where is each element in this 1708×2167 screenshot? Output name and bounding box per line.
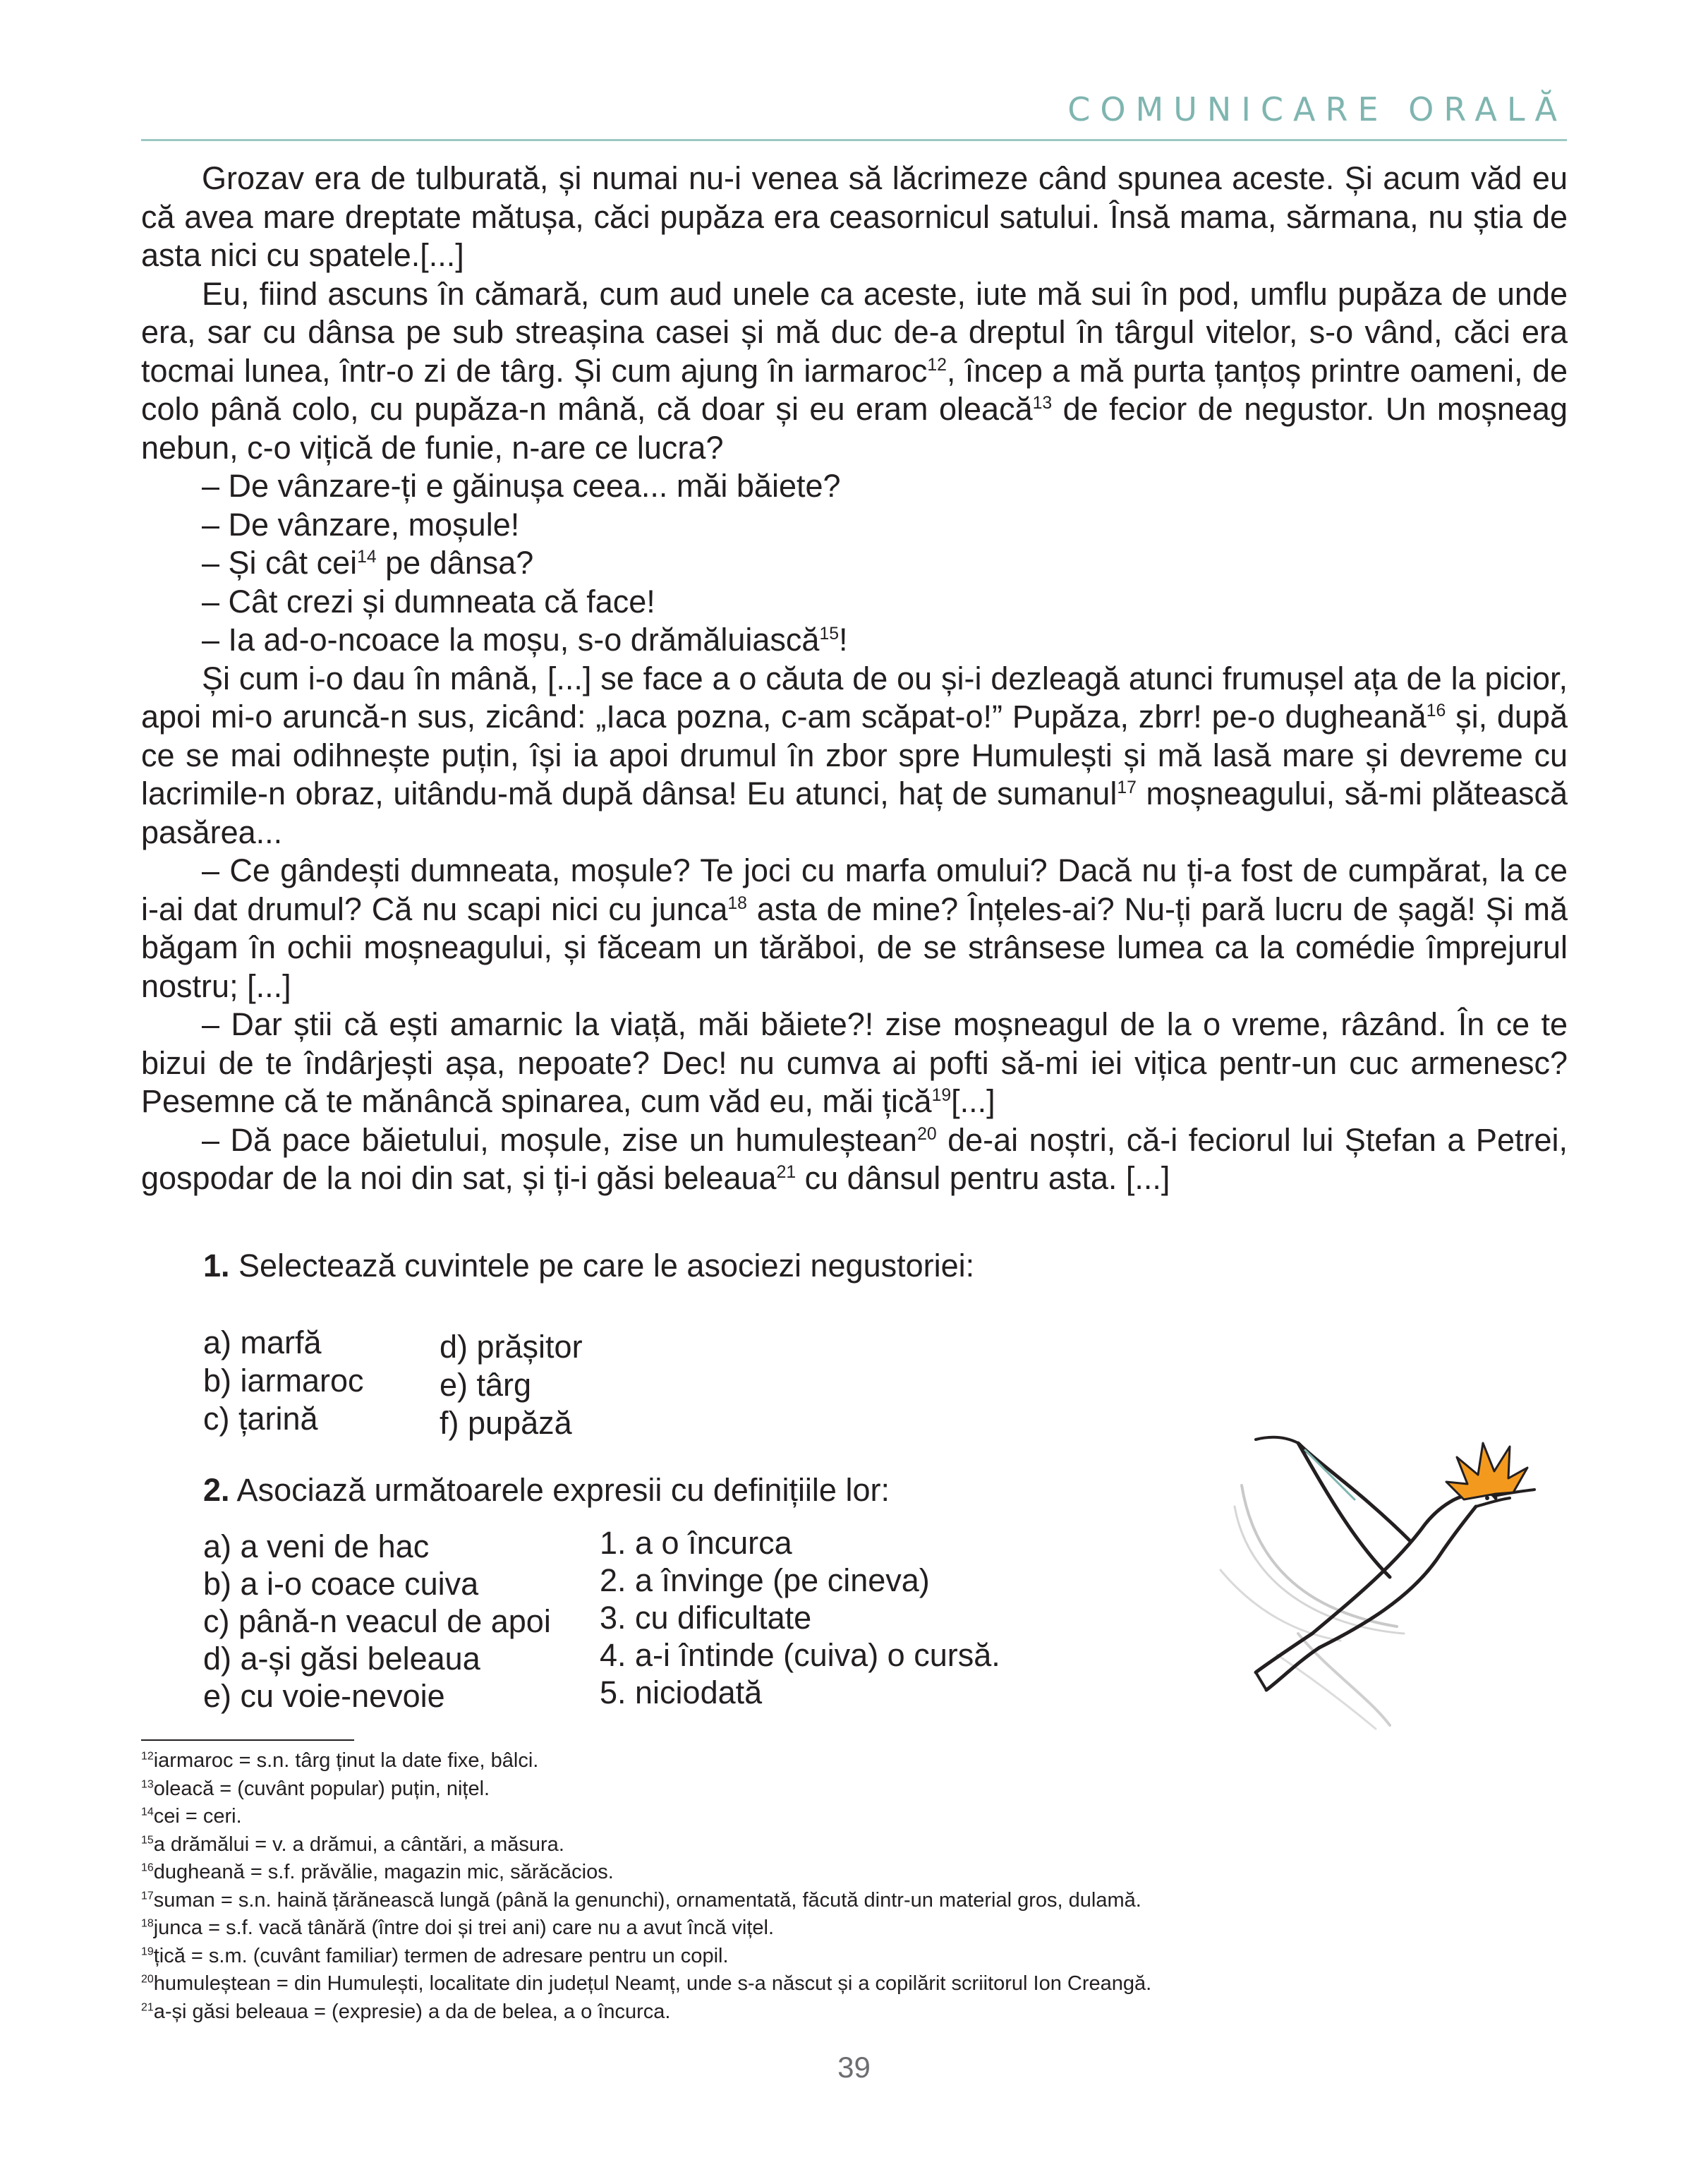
footnote-number: 17 (141, 1889, 154, 1902)
definition-item[interactable]: 2. a învinge (pe cineva) (600, 1562, 930, 1598)
footnote-number: 12 (141, 1750, 154, 1763)
footnote-ref: 19 (931, 1086, 952, 1105)
footnote-number: 13 (141, 1777, 154, 1790)
paragraph-text: moșneagului, să-mi plătească pasărea... (141, 775, 1568, 850)
story-paragraph (141, 852, 1568, 1006)
footnote-ref: 16 (1426, 701, 1446, 720)
expression-item[interactable]: e) cu voie-nevoie (203, 1678, 445, 1714)
story-text (141, 159, 1568, 1198)
footnote-ref: 14 (357, 548, 377, 567)
exercise-text: Asociază următoarele expresii cu definițiile lor: (229, 1472, 890, 1508)
definition-item[interactable]: 4. a-i întinde (cuiva) o cursă. (600, 1637, 1000, 1673)
paragraph-text: – Dă pace băietului, moșule, zise un humuleștean (202, 1121, 918, 1158)
footnotes (141, 1747, 1482, 2026)
footnote-text: a-și găsi beleaua = (expresie) a da de belea, a o încurca. (153, 2000, 671, 2023)
story-paragraph (141, 1121, 1568, 1198)
option-item[interactable]: d) prășitor (440, 1329, 583, 1365)
definition-item[interactable]: 5. niciodată (600, 1674, 763, 1710)
paragraph-text: , încep a mă purta țanțoș printre oameni, de colo până colo, cu pupăza-n mână, că doar și eu eram oleacă (141, 352, 1568, 427)
footnote-text: junca = s.f. vacă tânără (între doi și trei ani) care nu a avut încă vițel. (153, 1917, 775, 1939)
paragraph-text: de-ai noștri, că-i feciorul lui Ștefan a Petrei, gospodar de la noi din sat, și ți-i găsi beleaua (141, 1121, 1568, 1196)
dialogue-text: – De vânzare, moșule! (202, 506, 520, 543)
dialogue-line (141, 544, 1568, 583)
footnote-ref: 21 (776, 1163, 797, 1182)
footnote-text: a drămălui = v. a drămui, a cântări, a măsura. (153, 1833, 564, 1856)
option-item[interactable]: a) marfă (203, 1324, 322, 1360)
footnote-ref: 12 (927, 355, 947, 375)
footnote-item (141, 1970, 1482, 1998)
expression-item[interactable]: d) a-și găsi beleaua (203, 1641, 480, 1677)
paragraph-text: Eu, fiind ascuns în cămară, cum aud unele ca aceste, iute mă sui în pod, umflu pupăza de unde era, sar cu dânsa pe sub streașina casei și mă duc de-a dreptul în târgul vitelor, s-o vând, căci era tocmai lunea, într-o zi de târg. Și cum ajung în iarmaroc (141, 275, 1568, 389)
dialogue-text: – De vânzare-ți e găinușa ceea... măi băiete? (202, 468, 841, 504)
footnote-number: 19 (141, 1945, 154, 1957)
footnote-text: humuleștean = din Humulești, localitate din județul Neamț, unde s-a născut și a copilărit scriitorul Ion Creangă. (153, 1972, 1152, 1995)
footnote-number: 20 (141, 1973, 154, 1986)
paragraph-text: de fecior de negustor. Un moșneag nebun, c-o vițică de funie, n-are ce lucra? (141, 391, 1568, 466)
hoopoe-bird-icon (1213, 1401, 1538, 1732)
definitions-list (600, 1524, 1000, 1711)
expression-item[interactable]: b) a i-o coace cuiva (203, 1566, 479, 1602)
footnote-divider (141, 1739, 354, 1741)
footnote-item (141, 1943, 1482, 1971)
definition-item[interactable]: 1. a o încurca (600, 1525, 792, 1561)
footnote-text: iarmaroc = s.n. târg ținut la date fixe, bâlci. (153, 1749, 539, 1772)
footnote-number: 21 (141, 2000, 154, 2013)
footnote-ref: 18 (727, 893, 747, 913)
exercise-1-options-left (203, 1324, 364, 1438)
footnote-ref: 17 (1117, 778, 1137, 797)
footnote-item (141, 1859, 1482, 1887)
footnote-item (141, 1831, 1482, 1859)
story-paragraph (141, 159, 1568, 275)
footnote-ref: 20 (917, 1124, 937, 1144)
page-number: 39 (837, 2051, 871, 2084)
footnote-text: țică = s.m. (cuvânt familiar) termen de adresare pentru un copil. (153, 1944, 729, 1967)
footnote-number: 15 (141, 1833, 154, 1846)
option-item[interactable]: c) țarină (203, 1401, 318, 1437)
dialogue-line (141, 467, 1568, 506)
footnote-item (141, 1914, 1482, 1943)
exercise-number: 2. (203, 1472, 230, 1508)
dialogue-text: ! (838, 622, 848, 658)
footnote-item (141, 1998, 1482, 2027)
option-item[interactable]: f) pupăză (440, 1405, 572, 1441)
dialogue-line (141, 506, 1568, 545)
definition-item[interactable]: 3. cu dificultate (600, 1600, 812, 1636)
story-paragraph (141, 660, 1568, 852)
paragraph-text: – Dar știi că ești amarnic la viață, măi băiete?! zise moșneagul de la o vreme, râzând. În ce te bizui de te îndârjești așa, nepoate? Dec! nu cumva ai pofti să-mi iei vițica pentr-un cuc armenesc? Pesemne că te mănâncă spinarea, cum văd eu, măi țică (141, 1006, 1568, 1119)
footnote-text: dugheană = s.f. prăvălie, magazin mic, sărăcăcios. (153, 1861, 614, 1883)
footnote-item (141, 1775, 1482, 1804)
paragraph-text: și, după ce se mai odihnește puțin, își ia apoi drumul în zbor spre Humulești și mă lasă mare și devreme cu lacrimile-n obraz, uitându-mă după dânsa! Eu atunci, haț de sumanul (141, 699, 1568, 811)
exercise-text: Selectează cuvintele pe care le asociezi negustoriei: (229, 1248, 975, 1284)
story-paragraph (141, 1006, 1568, 1121)
exercise-2-prompt (203, 1472, 890, 1509)
footnote-text: oleacă = (cuvânt popular) puțin, nițel. (153, 1777, 490, 1800)
option-item[interactable]: e) târg (440, 1367, 532, 1403)
option-item[interactable]: b) iarmaroc (203, 1363, 364, 1399)
footnote-number: 14 (141, 1806, 154, 1818)
footnote-ref: 13 (1032, 394, 1053, 413)
footnote-item (141, 1803, 1482, 1831)
dialogue-text: pe dânsa? (376, 545, 534, 581)
footnote-ref: 15 (819, 624, 839, 644)
footnote-item (141, 1747, 1482, 1775)
footnote-number: 16 (141, 1861, 154, 1874)
dialogue-text: – Cât crezi și dumneata că face! (202, 583, 655, 620)
paragraph-text: – Ce gândești dumneata, moșule? Te joci cu marfa omului? Dacă nu ți-a fost de cumpărat, la ce i-ai dat drumul? Că nu scapi nici cu junca (141, 852, 1568, 927)
paragraph-text: asta de mine? Înțeles-ai? Nu-ți pară lucru de șagă! Și mă băgam în ochii moșneagului, și făceam un tărăboi, de se strânsese lumea ca la comédie împrejurul nostru; [...] (141, 891, 1568, 1004)
header-divider (141, 139, 1567, 141)
footnote-text: cei = ceri. (153, 1805, 242, 1828)
paragraph-text: [...] (951, 1083, 995, 1119)
paragraph-text: cu dânsul pentru asta. [...] (796, 1160, 1170, 1196)
dialogue-text: – Ia ad-o-ncoace la moșu, s-o drămăluiască (202, 622, 820, 658)
story-paragraph (141, 275, 1568, 468)
exercise-1-prompt (203, 1248, 974, 1284)
dialogue-text: – Și cât cei (202, 545, 358, 581)
expressions-list (203, 1528, 551, 1715)
footnote-text: suman = s.n. haină țărănească lungă (până la genunchi), ornamentată, făcută dintr-un material gros, dulamă. (153, 1888, 1141, 1912)
footnote-item (141, 1887, 1482, 1915)
dialogue-line (141, 583, 1568, 622)
dialogue-line (141, 621, 1568, 660)
footnote-number: 18 (141, 1917, 154, 1930)
section-title: COMUNICARE ORALĂ (1067, 90, 1567, 128)
exercise-number: 1. (203, 1248, 230, 1284)
paragraph-text: Și cum i-o dau în mână, [...] se face a o căuta de ou și-i dezleagă atunci frumușel ața de la picior, apoi mi-o aruncă-n sus, zicând: „Iaca pozna, c-am scăpat-o!” Pupăza, zbrr! pe-o dugheană (141, 660, 1568, 735)
paragraph-text: Grozav era de tulburată, și numai nu-i venea să lăcrimeze când spunea aceste. Și acum văd eu că avea mare dreptate mătușa, căci pupăza era ceasornicul satului. Însă mama, sărmana, nu știa de asta nici cu spatele.[...] (141, 160, 1568, 273)
expression-item[interactable]: c) până-n veacul de apoi (203, 1603, 551, 1639)
exercise-1-options-right (440, 1328, 583, 1442)
expression-item[interactable]: a) a veni de hac (203, 1528, 430, 1564)
